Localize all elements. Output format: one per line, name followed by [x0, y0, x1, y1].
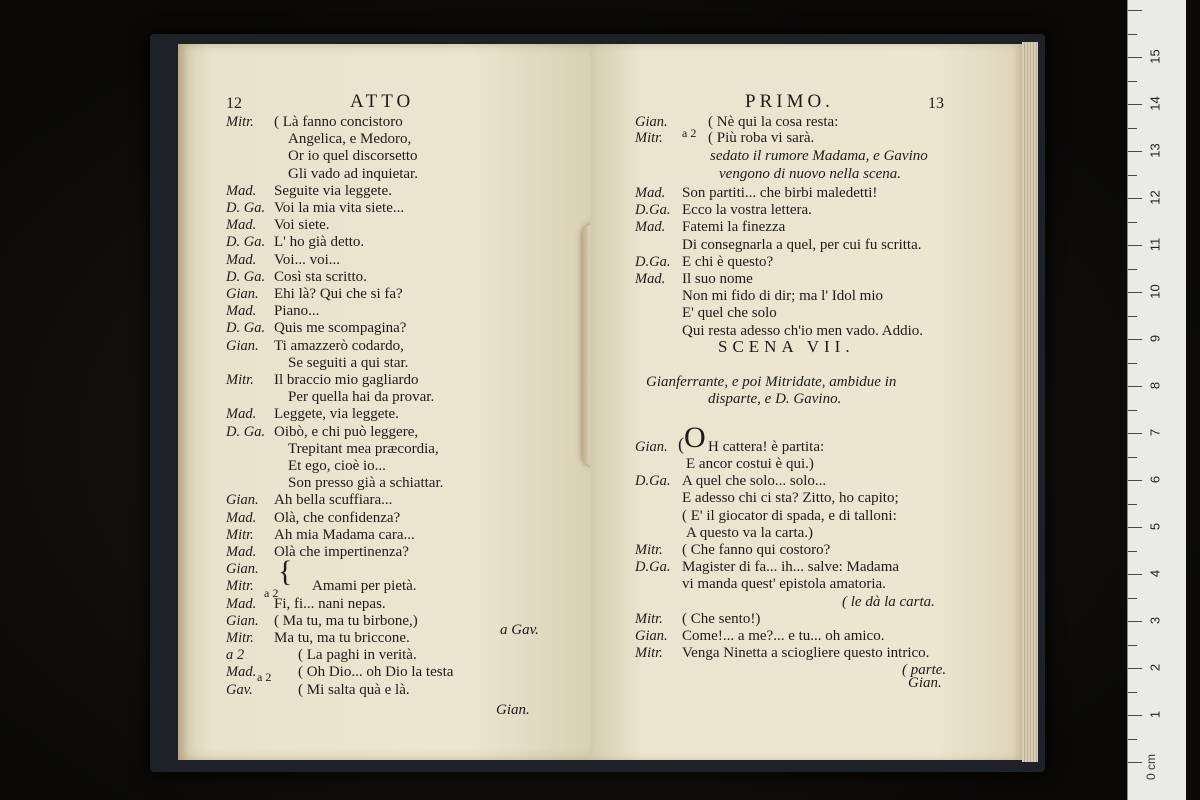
speaker: Mitr.: [226, 578, 254, 595]
a2-mark: a 2: [264, 586, 279, 600]
verse-line: ( La paghi in verità.: [298, 647, 417, 664]
verse-line: Angelica, e Medoro,: [288, 131, 412, 148]
ruler-tick: [1128, 128, 1137, 129]
speaker: Mad.: [226, 595, 257, 612]
ruler-tick: [1128, 245, 1142, 246]
ruler-tick: [1128, 410, 1137, 411]
speaker: Gian.: [226, 492, 259, 509]
speaker: Gian.: [226, 612, 259, 629]
ruler-tick: [1128, 598, 1137, 599]
stage-direction: vengono di nuovo nella scena.: [719, 166, 902, 182]
verse-line: Seguite via leggete.: [274, 182, 392, 199]
verse-line: Venga Ninetta a sciogliere questo intrico.: [682, 645, 930, 662]
speaker: Mad.: [226, 406, 257, 423]
speaker: Mad.: [226, 303, 257, 320]
speaker: D. Ga.: [226, 320, 266, 337]
verse-line: ( E' il giocator di spada, e di talloni:: [682, 507, 897, 524]
ruler-tick: [1128, 81, 1137, 82]
speaker: D.Ga.: [635, 202, 671, 219]
right-catchword: Gian.: [908, 675, 942, 691]
ruler-tick: [1128, 504, 1137, 505]
ruler-tick: [1128, 692, 1137, 693]
ruler-tick: [1128, 527, 1142, 528]
verse-line: ( Ma tu, ma tu birbone,): [274, 612, 418, 629]
speaker: Mad.: [226, 509, 257, 526]
ruler-number: 14: [1147, 96, 1163, 111]
brace: {: [278, 555, 293, 588]
ruler-number: 12: [1147, 190, 1163, 205]
ruler-tick: [1128, 645, 1137, 646]
ruler-number: 7: [1147, 428, 1163, 437]
speaker: Mad.: [635, 271, 666, 287]
ruler-number: 4: [1147, 569, 1163, 578]
right-page: [590, 44, 1022, 760]
right-page-header: PRIMO.: [745, 91, 834, 112]
ruler-tick: [1128, 151, 1142, 152]
ruler-number: 8: [1147, 381, 1163, 390]
ruler-tick: [1128, 269, 1137, 270]
speaker: D. Ga.: [226, 234, 266, 251]
verse-line: Piano...: [274, 303, 320, 320]
left-page-number: 12: [226, 95, 242, 112]
verse-line: ( parte.: [902, 662, 947, 679]
speaker: Mad.: [226, 217, 257, 234]
verse-line: Son presso già a schiattar.: [288, 475, 444, 492]
speaker: Mad.: [635, 219, 666, 236]
verse-line: E chi è questo?: [682, 253, 774, 270]
ruler-tick: [1128, 175, 1137, 176]
verse-line: Voi... voi...: [274, 251, 340, 268]
verse-line: Oibò, e chi può leggere,: [274, 423, 419, 440]
ruler-number: 9: [1147, 334, 1163, 343]
ruler-tick: [1128, 363, 1137, 364]
verse-line: ( Che sento!): [682, 610, 761, 627]
verse-line: Così sta scritto.: [274, 268, 367, 285]
speaker: Gav.: [226, 681, 253, 698]
speaker: Mad.: [226, 544, 257, 560]
ruler-tick: [1128, 57, 1142, 58]
ruler-number: 5: [1147, 522, 1163, 531]
ruler-tick: [1128, 198, 1142, 199]
right-page-number: 13: [928, 95, 944, 112]
verse-line: ( Nè qui la cosa resta:: [708, 114, 839, 130]
ruler-number: 1: [1147, 710, 1163, 719]
page-edges: [1022, 42, 1038, 762]
speaker: Mad.: [226, 182, 257, 199]
ruler-tick: [1128, 339, 1142, 340]
verse-line: Ecco la vostra lettera.: [682, 202, 812, 219]
speaker: Gian.: [635, 628, 668, 644]
verse-line: A questo va la carta.): [686, 524, 814, 541]
verse-line: ( Più roba vi sarà.: [708, 130, 815, 146]
ruler-tick: [1128, 386, 1142, 387]
verse-line: ( Oh Dio... oh Dio la testa: [298, 664, 454, 681]
ruler-number: 11: [1147, 237, 1163, 252]
verse-line: H cattera! è partita:: [708, 439, 825, 455]
ruler-tick: [1128, 316, 1137, 317]
speaker: D.Ga.: [635, 253, 671, 270]
verse-line: vi manda quest' epistola amatoria.: [682, 576, 886, 593]
ruler-tick: [1128, 762, 1142, 763]
speaker: Mad.: [226, 251, 257, 268]
verse-line: ( Mi salta quà e là.: [298, 681, 410, 698]
a2-mark: a 2: [682, 126, 697, 140]
ruler-tick: [1128, 739, 1137, 740]
verse-line: Ehi là? Qui che si fa?: [274, 286, 403, 302]
verse-line: ( Che fanno qui costoro?: [682, 542, 831, 558]
ruler-number: 6: [1147, 475, 1163, 484]
left-page: [178, 44, 595, 760]
speaker: Mitr.: [635, 130, 663, 146]
speaker: Gian.: [226, 561, 259, 578]
verse-line: Son partiti... che birbi maledetti!: [682, 185, 878, 201]
ruler-tick: [1128, 34, 1137, 35]
verse-line: Gli vado ad inquietar.: [288, 165, 418, 182]
verse-line: E adesso chi ci sta? Zitto, ho capito;: [682, 490, 899, 507]
speaker: Mitr.: [635, 610, 663, 627]
ruler-tick: [1128, 480, 1142, 481]
a2-mark: a 2: [257, 670, 272, 684]
verse-line: Fatemi la finezza: [682, 219, 786, 236]
speaker: Mitr.: [226, 372, 254, 388]
verse-line: Ah bella scuffiara...: [274, 492, 393, 509]
speaker: a 2: [226, 647, 245, 664]
ruler-tick: [1128, 10, 1142, 11]
speaker: Mad.: [226, 664, 257, 681]
verse-line: ( le dà la carta.: [842, 593, 935, 610]
left-catchword: Gian.: [496, 702, 530, 718]
verse-line: Voi la mia vita siete...: [274, 200, 405, 216]
ruler-number: 10: [1147, 284, 1163, 299]
ruler-tick: [1128, 104, 1142, 105]
speaker: Mitr.: [635, 542, 663, 558]
verse-line: Olà che impertinenza?: [274, 544, 409, 560]
speaker: D.Ga.: [635, 473, 671, 490]
verse-line: Di consegnarla a quel, per cui fu scritta.: [682, 236, 922, 253]
verse-line: Fi, fi... nani nepas.: [274, 595, 386, 612]
speaker: Gian.: [635, 114, 668, 130]
verse-line: ( Là fanno concistoro: [274, 114, 403, 130]
ruler-tick: [1128, 551, 1137, 552]
ruler-tick: [1128, 222, 1137, 223]
left-page-header: ATTO: [350, 91, 415, 112]
speaker: Gian.: [226, 286, 259, 302]
verse-line: Non mi fido di dir; ma l' Idol mio: [682, 288, 884, 305]
ruler-tick: [1128, 668, 1142, 669]
measurement-ruler: [1127, 0, 1186, 800]
ruler-number: 3: [1147, 616, 1163, 625]
speaker: D. Ga.: [226, 423, 266, 440]
verse-line: Ma tu, ma tu briccone.: [274, 630, 410, 646]
verse-line: Ti amazzerò codardo,: [274, 337, 404, 354]
verse-line: Olà, che confidenza?: [274, 509, 401, 526]
verse-line: Se seguiti a qui star.: [288, 354, 409, 371]
ruler-tick: [1128, 292, 1142, 293]
ruler-number: 2: [1147, 663, 1163, 672]
ruler-tick: [1128, 621, 1142, 622]
speaker: Gian.: [226, 337, 259, 354]
speaker: Mitr.: [226, 114, 254, 130]
open-paren: (: [678, 434, 684, 454]
speaker: Mitr.: [635, 645, 663, 662]
verse-line: Qui resta adesso ch'io men vado. Addio.: [682, 322, 923, 339]
verse-line: Il braccio mio gagliardo: [274, 372, 419, 388]
stage-direction: sedato il rumore Madama, e Gavino: [710, 148, 928, 164]
speaker: Mitr.: [226, 526, 254, 543]
ruler-tick: [1128, 433, 1142, 434]
speaker: Gian.: [635, 439, 668, 455]
verse-line: Et ego, cioè io...: [288, 458, 386, 474]
verse-line: Quis me scompagina?: [274, 320, 407, 337]
scene-description: Gianferrante, e poi Mitridate, ambidue in: [646, 374, 897, 390]
ruler-number: 13: [1147, 143, 1163, 158]
speaker: D. Ga.: [226, 268, 266, 285]
verse-line: Magister di fa... ih... salve: Madama: [682, 559, 900, 576]
aside-direction: a Gav.: [500, 622, 539, 638]
ruler-tick: [1128, 457, 1137, 458]
verse-line: Per quella hai da provar.: [288, 389, 435, 406]
speaker: Mitr.: [226, 630, 254, 646]
verse-line: Come!... a me?... e tu... oh amico.: [682, 628, 885, 644]
verse-line: E ancor costui è qui.): [686, 456, 814, 472]
ruler-tick: [1128, 715, 1142, 716]
verse-line: Or io quel discorsetto: [288, 148, 418, 165]
scene-title: SCENA VII.: [718, 337, 855, 356]
verse-line: L' ho già detto.: [274, 234, 365, 251]
scene-description: disparte, e D. Gavino.: [708, 391, 842, 407]
ruler-number: 15: [1147, 49, 1163, 64]
verse-line: Amami per pietà.: [312, 578, 417, 595]
drop-capital: O: [684, 421, 706, 454]
verse-line: Trepitant mea præcordia,: [288, 440, 439, 457]
ruler-unit-label: 0 cm: [1144, 753, 1159, 781]
verse-line: Voi siete.: [274, 217, 330, 234]
ruler-tick: [1128, 574, 1142, 575]
verse-line: Ah mia Madama cara...: [274, 526, 415, 543]
verse-line: A quel che solo... solo...: [682, 473, 827, 490]
speaker: D.Ga.: [635, 559, 671, 576]
speaker: Mad.: [635, 185, 666, 201]
verse-line: Leggete, via leggete.: [274, 406, 399, 423]
speaker: D. Ga.: [226, 200, 266, 216]
verse-line: Il suo nome: [682, 271, 753, 287]
verse-line: E' quel che solo: [682, 305, 777, 322]
